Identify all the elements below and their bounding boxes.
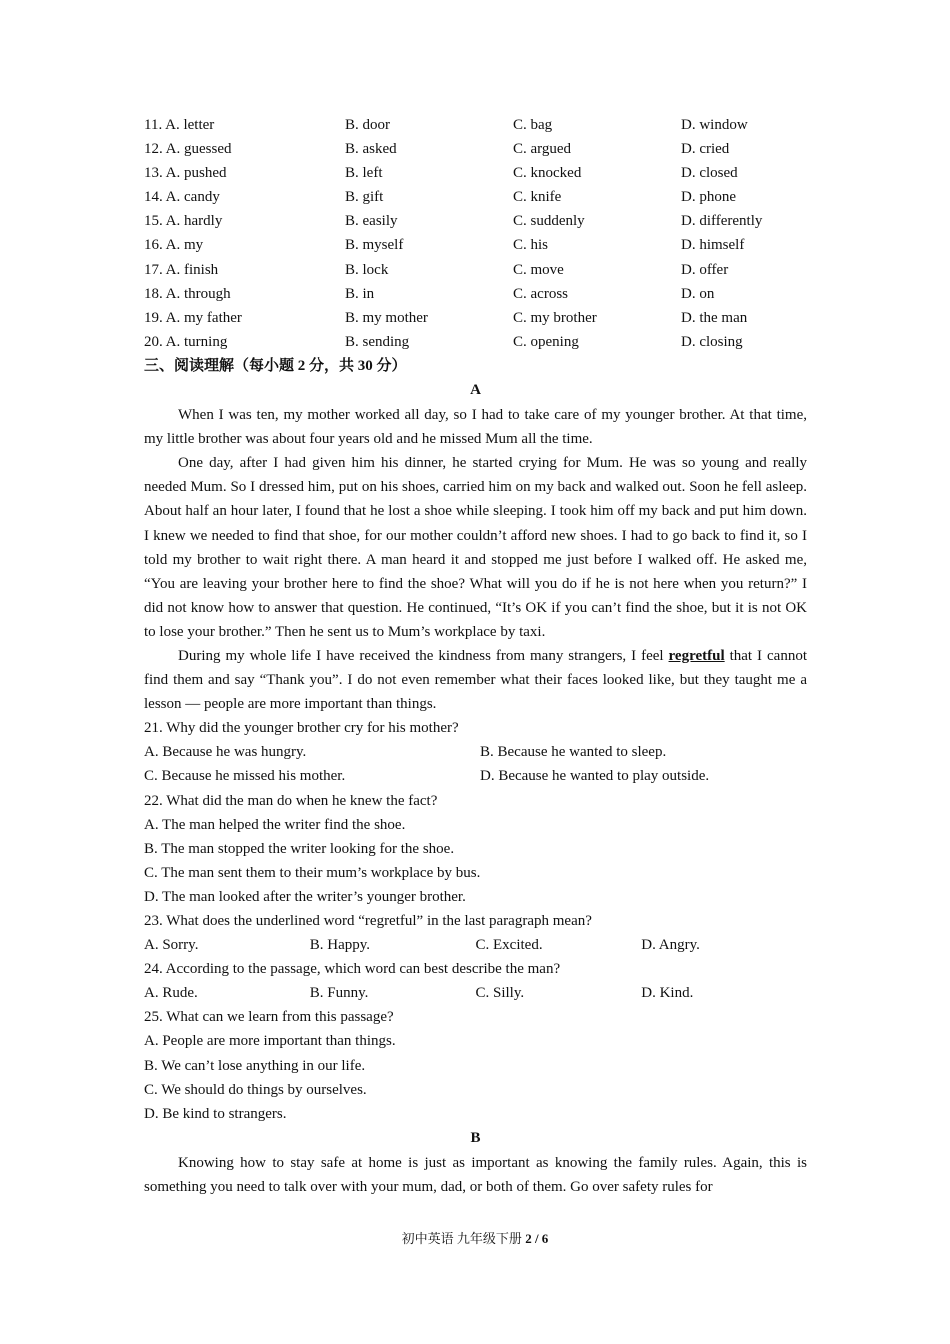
choice-row: [144, 306, 807, 330]
underlined-word: regretful: [668, 647, 725, 664]
choice-option-c: C. across: [513, 285, 568, 302]
options-row: [144, 933, 807, 957]
option-b: B. Funny.: [309, 985, 369, 1002]
choice-option-d: D. differently: [681, 213, 763, 230]
option-c: C. Silly.: [475, 985, 525, 1002]
option-b: B. Because he wanted to sleep.: [480, 744, 667, 761]
choice-option-d: D. himself: [681, 237, 745, 254]
choice-option-d: D. closing: [681, 333, 743, 350]
question-22: 22. What did the man do when he knew the fact?: [144, 792, 438, 809]
option-c: C. Because he missed his mother.: [144, 768, 346, 785]
option-a: A. People are more important than things.: [144, 1033, 396, 1050]
page-number: 2 / 6: [525, 1231, 549, 1246]
options-row: [144, 764, 807, 788]
option-c: C. Excited.: [475, 937, 543, 954]
choice-row: [144, 161, 807, 185]
choice-option-b: B. easily: [345, 213, 398, 230]
option-b: B. The man stopped the writer looking for the shoe.: [144, 840, 455, 857]
choice-option-a: 14. A. candy: [144, 189, 220, 206]
choice-option-c: C. argued: [513, 141, 572, 158]
choice-option-b: B. door: [345, 117, 390, 133]
choice-option-d: D. closed: [681, 165, 738, 182]
choice-option-b: B. asked: [345, 141, 397, 158]
choice-option-d: D. offer: [681, 261, 729, 278]
choice-option-a: 13. A. pushed: [144, 165, 227, 182]
choice-option-c: C. my brother: [513, 309, 597, 326]
choice-option-d: D. phone: [681, 189, 736, 206]
paragraph-text: During my whole life I have received the kindness from many strangers, I feel: [178, 647, 669, 664]
choice-option-b: B. sending: [345, 333, 410, 350]
choice-option-d: D. cried: [681, 141, 730, 158]
passage-b-paragraph-1: Knowing how to stay safe at home is just as important as knowing the family rules. Again, this is something you need to talk over with your mum, dad, or both of them. Go over safety rules for: [144, 1154, 807, 1195]
choice-option-c: C. suddenly: [513, 213, 585, 230]
choice-option-d: D. the man: [681, 309, 748, 326]
choice-row: [144, 233, 807, 257]
option-c: C. The man sent them to their mum’s workplace by bus.: [144, 864, 481, 881]
option-d: D. Because he wanted to play outside.: [480, 768, 710, 785]
option-d: D. Be kind to strangers.: [144, 1105, 287, 1122]
choice-row: [144, 113, 807, 137]
choice-option-a: 18. A. through: [144, 285, 231, 302]
choice-option-a: 16. A. my: [144, 237, 204, 254]
choice-option-d: D. window: [681, 117, 748, 133]
passage-a-label: A: [470, 382, 481, 399]
page-footer: [0, 1228, 950, 1247]
choice-row: [144, 258, 807, 282]
choice-row: [144, 209, 807, 233]
question-25: 25. What can we learn from this passage?: [144, 1009, 394, 1026]
choice-option-a: 17. A. finish: [144, 261, 219, 278]
option-a: A. Rude.: [144, 985, 198, 1002]
choice-option-b: B. myself: [345, 237, 404, 254]
choice-option-b: B. lock: [345, 261, 389, 278]
option-d: D. Angry.: [641, 937, 700, 954]
choice-option-d: D. on: [681, 285, 715, 302]
passage-a-paragraph-2: One day, after I had given him his dinner, he started crying for Mum. He was so young and really needed Mum. So I dressed him, put on his shoes, carried him on my back and walked out. Soon he fell asleep. About half an hour later, I found that he lost a shoe while sleeping. I took him off my back and put him down. I knew we needed to find that shoe, for our mother couldn’t afford new shoes. I had to go back to find it, so I told my brother to wait right there. A man heard it and stopped me just before I walked off. He asked me, “You are leaving your brother here to find the shoe? What will you do if he is not here when you return?” I did not know how to answer that question. He continued, “It’s OK if you can’t find the shoe, but it is not OK to lose your brother.” Then he sent us to Mum’s workplace by taxi.: [144, 455, 807, 640]
footer-text: 初中英语 九年级下册: [401, 1231, 526, 1246]
choice-row: [144, 137, 807, 161]
choice-option-b: B. gift: [345, 189, 384, 206]
exam-page: [144, 113, 807, 1199]
option-a: A. Because he was hungry.: [144, 744, 307, 761]
choice-option-c: C. his: [513, 237, 549, 254]
choice-option-c: C. move: [513, 261, 564, 278]
options-row: [144, 981, 807, 1005]
option-d: D. The man looked after the writer’s younger brother.: [144, 888, 466, 905]
choice-row: [144, 185, 807, 209]
passage-a-paragraph-1: When I was ten, my mother worked all day, so I had to take care of my younger brother. At that time, my little brother was about four years old and he missed Mum all the time.: [144, 407, 807, 448]
question-24: 24. According to the passage, which word can best describe the man?: [144, 961, 561, 978]
choice-option-c: C. knife: [513, 189, 562, 206]
paragraph-text: that I cannot find them and say “Thank you”. I do not even remember what their faces looked like, but they taught me a lesson — people are more important than things.: [144, 647, 807, 713]
choice-option-c: C. bag: [513, 117, 553, 133]
choice-row: [144, 330, 807, 354]
choice-option-b: B. my mother: [345, 309, 428, 326]
passage-a-paragraph-3: [144, 644, 807, 716]
choice-row: [144, 282, 807, 306]
passage-b-label: B: [470, 1129, 481, 1146]
choice-option-a: 15. A. hardly: [144, 213, 223, 230]
choice-option-a: 11. A. letter: [144, 117, 215, 133]
option-d: D. Kind.: [641, 985, 694, 1002]
choice-option-c: C. opening: [513, 333, 579, 350]
options-row: [144, 740, 807, 764]
choice-option-b: B. left: [345, 165, 383, 182]
choice-option-c: C. knocked: [513, 165, 582, 182]
choice-table: [144, 113, 807, 354]
option-b: B. We can’t lose anything in our life.: [144, 1057, 366, 1074]
option-a: A. Sorry.: [144, 937, 199, 954]
choice-option-b: B. in: [345, 285, 375, 302]
option-a: A. The man helped the writer find the shoe.: [144, 816, 406, 833]
question-21: 21. Why did the younger brother cry for his mother?: [144, 720, 459, 737]
question-23: 23. What does the underlined word “regretful” in the last paragraph mean?: [144, 913, 592, 929]
choice-option-a: 12. A. guessed: [144, 141, 232, 158]
option-c: C. We should do things by ourselves.: [144, 1081, 367, 1098]
choice-option-a: 20. A. turning: [144, 333, 228, 350]
section-heading: 三、阅读理解（每小题 2 分，共 30 分）: [144, 357, 407, 374]
choice-option-a: 19. A. my father: [144, 309, 242, 326]
option-b: B. Happy.: [309, 937, 371, 954]
